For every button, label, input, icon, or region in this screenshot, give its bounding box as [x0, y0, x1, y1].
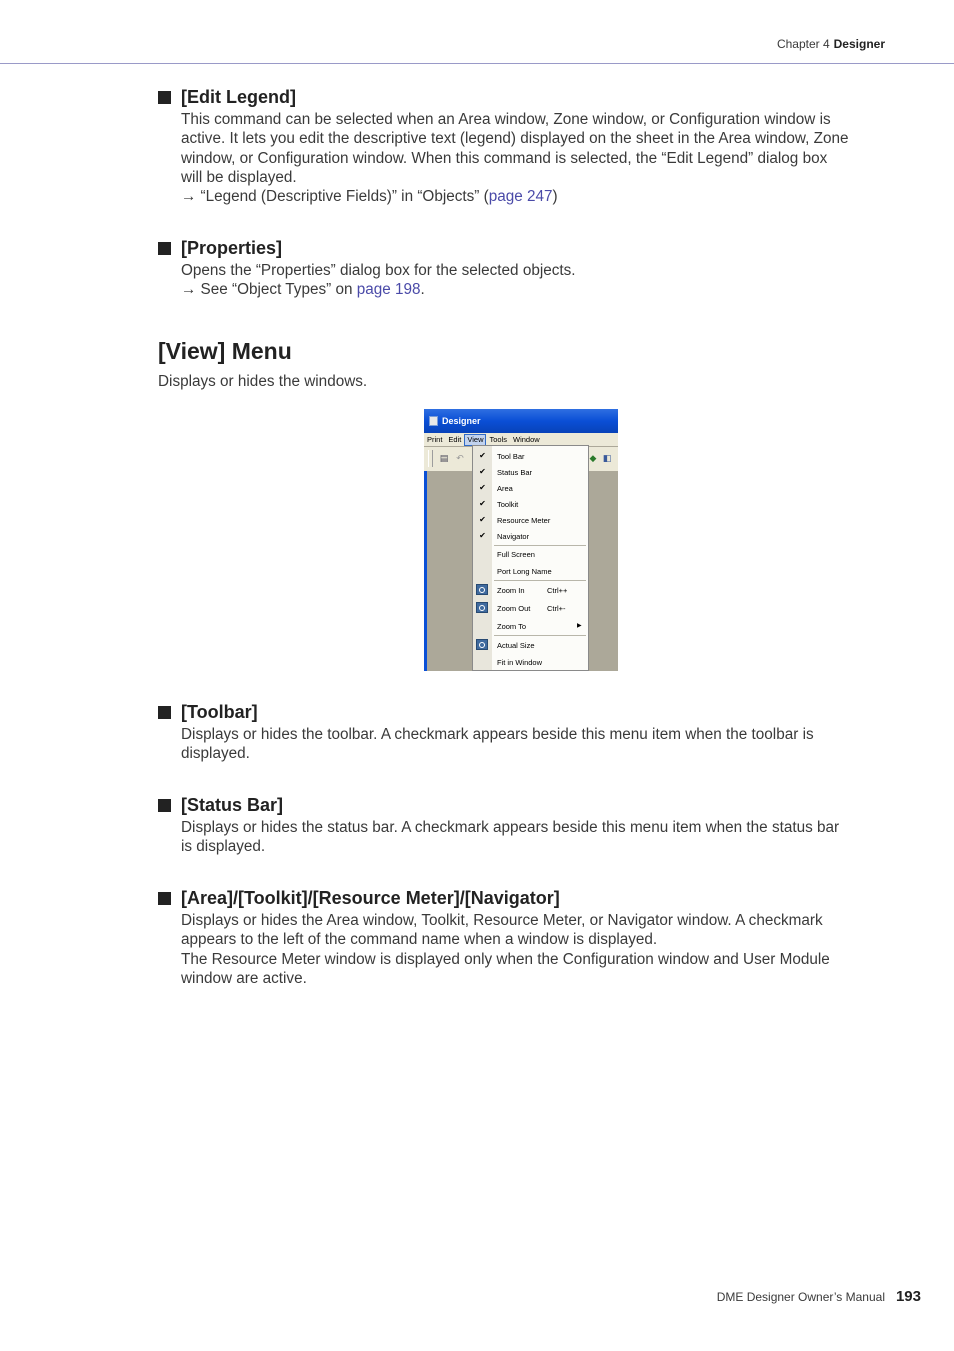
section-area-toolkit-resource-navigator: [158, 887, 888, 988]
page-link[interactable]: page 247: [488, 188, 553, 206]
square-bullet-icon: [158, 799, 171, 812]
square-bullet-icon: [158, 892, 171, 905]
section-body: Opens the “Properties” dialog box for the selected objects. → See “Object Types” on page 198.: [181, 261, 888, 300]
check-icon: ✔: [479, 531, 486, 540]
section-body: Displays or hides the toolbar. A checkmark appears beside this menu item when the toolbar is displayed.: [181, 726, 814, 763]
view-menu-heading: [View] Menu: [158, 338, 292, 364]
menu-item-area[interactable]: ✔ Area: [473, 481, 588, 496]
menu-item-actual-size[interactable]: Actual Size: [473, 638, 588, 653]
footer-manual-title: DME Designer Owner’s Manual: [716, 1290, 885, 1304]
check-icon: ✔: [479, 467, 486, 476]
menu-item-navigator[interactable]: ✔ Navigator: [473, 529, 588, 544]
menu-separator: [494, 635, 586, 636]
print-icon[interactable]: ▤: [439, 453, 449, 463]
zoom-in-icon: [476, 584, 488, 595]
toolbar-grip[interactable]: [428, 450, 433, 467]
cross-reference: → See “Object Types” on page 198.: [181, 281, 425, 299]
section-body: Displays or hides the Area window, Toolkit, Resource Meter, or Navigator window. A checkmark appears to the left of the command name when a window is displayed. The Resource Meter window is displayed only when the Configuration window and User Module window are active.: [181, 912, 830, 987]
section-title: [Edit Legend]: [158, 86, 888, 108]
header-divider: [0, 63, 954, 64]
section-body: Displays or hides the status bar. A checkmark appears beside this menu item when the status bar is displayed.: [181, 819, 840, 856]
menu-print[interactable]: Print: [427, 434, 443, 444]
menu-item-fit-in-window[interactable]: Fit in Window: [497, 658, 543, 667]
submenu-arrow-icon: ▶: [577, 623, 582, 629]
menu-item-status-bar[interactable]: ✔ Status Bar: [473, 465, 588, 480]
check-icon: ✔: [479, 499, 486, 508]
section-properties: [158, 237, 888, 300]
app-icon: [429, 416, 438, 426]
check-icon: ✔: [479, 515, 486, 524]
section-body: This command can be selected when an Area window, Zone window, or Configuration window is active. It lets you edit the descriptive text (legend) displayed on the sheet in the Area window, Zone window, or Configuration window. When this command is selected, the “Edit Legend” dialog box will be displayed. → “Legend (Descriptive Fields)” in “Objects” (page 247): [181, 110, 888, 206]
section-edit-legend: [158, 86, 888, 206]
square-bullet-icon: [158, 91, 171, 104]
view-dropdown-menu: [472, 445, 589, 671]
section-title: [Toolbar]: [158, 701, 888, 723]
menu-separator: [494, 580, 586, 581]
section-toolbar: [158, 701, 888, 764]
square-bullet-icon: [158, 706, 171, 719]
cross-reference: → “Legend (Descriptive Fields)” in “Objects” (page 247): [181, 188, 558, 206]
menu-item-resource-meter[interactable]: ✔ Resource Meter: [473, 513, 588, 528]
window-titlebar: [424, 409, 618, 433]
split-icon[interactable]: ◧: [602, 453, 612, 463]
menu-item-tool-bar[interactable]: ✔ Tool Bar: [473, 449, 588, 464]
section-title: [Status Bar]: [158, 794, 888, 816]
menu-separator: [494, 545, 586, 546]
square-bullet-icon: [158, 242, 171, 255]
section-status-bar: [158, 794, 888, 857]
menu-view[interactable]: View: [464, 434, 486, 446]
chapter-title: Designer: [833, 37, 885, 51]
window-border: [424, 471, 427, 671]
page-number: 193: [895, 1288, 921, 1305]
menu-item-full-screen[interactable]: Full Screen: [497, 550, 535, 559]
menu-item-zoom-out[interactable]: Zoom Out Ctrl+-: [473, 601, 588, 616]
menu-edit[interactable]: Edit: [448, 434, 462, 444]
section-title: [Area]/[Toolkit]/[Resource Meter]/[Navigator]: [158, 887, 888, 909]
undo-icon[interactable]: ↶: [456, 453, 464, 463]
running-header: [777, 37, 885, 51]
link-icon[interactable]: ◆: [589, 453, 597, 463]
menu-item-zoom-in[interactable]: Zoom In Ctrl++: [473, 583, 588, 598]
actual-size-icon: [476, 639, 488, 650]
menu-item-port-long-name[interactable]: Port Long Name: [497, 567, 552, 576]
menu-item-zoom-to[interactable]: Zoom To ▶: [497, 622, 582, 631]
page-link[interactable]: page 198: [356, 281, 421, 299]
view-menu-description: Displays or hides the windows.: [158, 373, 368, 390]
zoom-out-icon: [476, 602, 488, 613]
menu-item-toolkit[interactable]: ✔ Toolkit: [473, 497, 588, 512]
check-icon: ✔: [479, 483, 486, 492]
section-title: [Properties]: [158, 237, 888, 259]
window-title: Designer: [442, 416, 481, 426]
chapter-label: Chapter 4: [776, 37, 830, 51]
menu-tools[interactable]: Tools: [489, 434, 507, 444]
menu-window[interactable]: Window: [513, 434, 540, 444]
check-icon: ✔: [479, 451, 486, 460]
view-menu-screenshot: [424, 409, 618, 671]
